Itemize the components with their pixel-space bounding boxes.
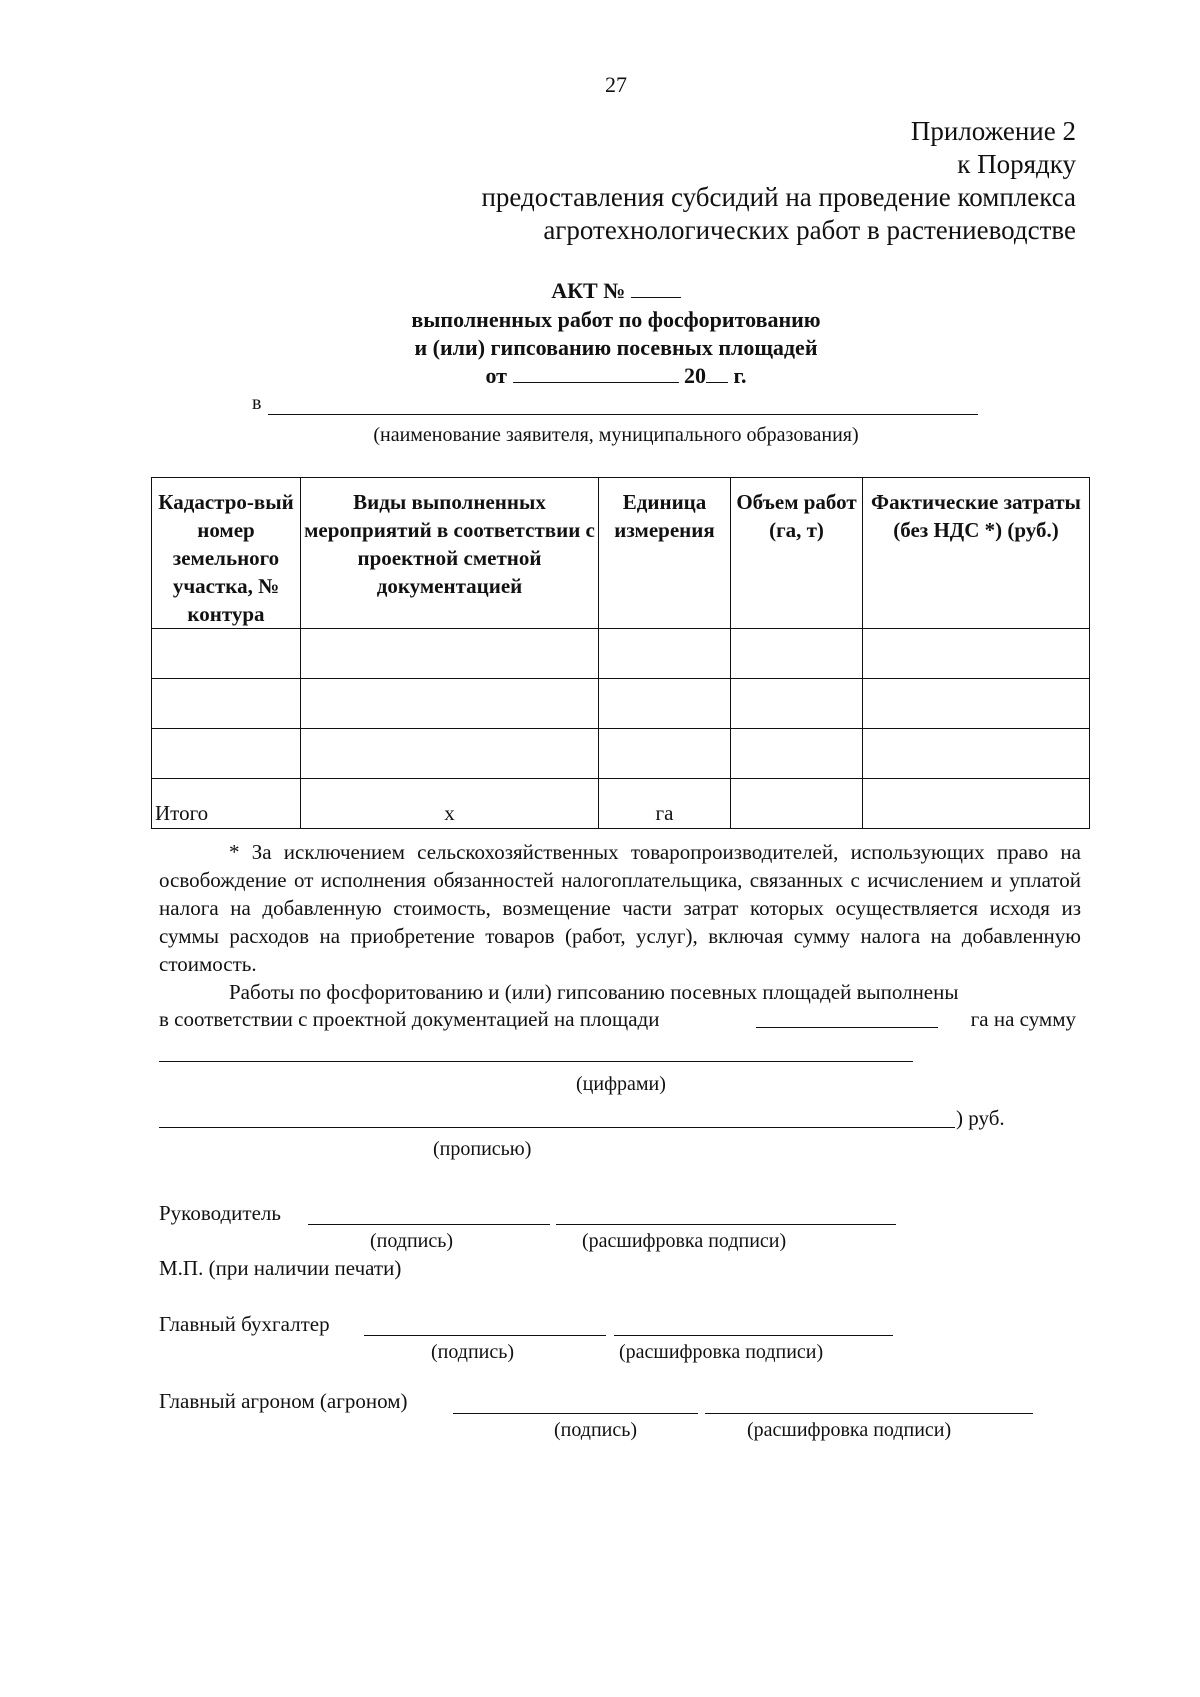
table-cell bbox=[863, 729, 1090, 779]
head-signature-line bbox=[308, 1224, 550, 1225]
act-date-blank bbox=[513, 364, 679, 383]
act-subtitle-1: выполненных работ по фосфоритованию bbox=[411, 307, 821, 332]
amount-words-line bbox=[159, 1127, 955, 1128]
accountant-signature-line bbox=[364, 1335, 606, 1336]
act-year-blank bbox=[706, 364, 728, 383]
applicant-prefix: в bbox=[252, 392, 262, 414]
accountant-decode-line bbox=[614, 1335, 893, 1336]
accountant-signature-caption: (подпись) bbox=[431, 1341, 515, 1363]
header-work-types: Виды выполненных мероприятий в соответствии с проектной сметной документацией bbox=[301, 478, 599, 629]
table-cell bbox=[731, 729, 863, 779]
head-decode-line bbox=[556, 1224, 896, 1225]
stamp-label: М.П. (при наличии печати) bbox=[159, 1256, 402, 1280]
footnote-text: * За исключением сельскохозяйственных товаропроизводителей, использующих право на освобождение от исполнения обязанностей налогоплательщика, связанных с исчислением и уплатой налога на добавленную стоимость, возмещение части затрат которых осуществляется исходя из суммы расходов на приобретение товаров (работ, услуг), включая сумму налога на добавленную стоимость. bbox=[159, 840, 1081, 976]
table-cell bbox=[599, 629, 731, 679]
total-row bbox=[152, 779, 1090, 829]
table-row bbox=[152, 679, 1090, 729]
agronomist-label: Главный агроном (агроном) bbox=[159, 1389, 408, 1413]
agronomist-decode-line bbox=[705, 1413, 1033, 1414]
table-cell bbox=[599, 729, 731, 779]
table-cell bbox=[301, 679, 599, 729]
act-number-blank bbox=[631, 279, 681, 298]
applicant-blank-line bbox=[268, 414, 978, 415]
table-cell bbox=[731, 629, 863, 679]
words-caption: (прописью) bbox=[433, 1138, 532, 1160]
total-volume bbox=[731, 779, 863, 829]
amount-digits-line bbox=[159, 1061, 913, 1062]
appendix-line-1: Приложение 2 bbox=[910, 116, 1076, 146]
page-number: 27 bbox=[605, 72, 627, 97]
header-volume: Объем работ (га, т) bbox=[731, 478, 863, 629]
act-date-prefix: от bbox=[485, 363, 507, 388]
table-header-row bbox=[152, 478, 1090, 629]
agronomist-decode-caption: (расшифровка подписи) bbox=[747, 1419, 952, 1441]
table-cell bbox=[599, 679, 731, 729]
applicant-caption: (наименование заявителя, муниципального образования) bbox=[373, 424, 859, 446]
works-paragraph bbox=[159, 978, 1081, 1006]
table-cell bbox=[863, 629, 1090, 679]
act-subtitle-2: и (или) гипсованию посевных площадей bbox=[414, 335, 818, 360]
rub-suffix: ) руб. bbox=[956, 1106, 1005, 1130]
total-work-types: х bbox=[301, 779, 599, 829]
total-costs bbox=[863, 779, 1090, 829]
appendix-line-4: агротехнологических работ в растениеводстве bbox=[543, 215, 1076, 245]
act-date bbox=[0, 362, 1200, 389]
works-table bbox=[151, 477, 1090, 829]
header-cadastral-number: Кадастро-вый номер земельного участка, № контура bbox=[152, 478, 301, 629]
table-cell bbox=[863, 679, 1090, 729]
table-row bbox=[152, 729, 1090, 779]
table-cell bbox=[301, 729, 599, 779]
appendix-line-3: предоставления субсидий на проведение комплекса bbox=[481, 182, 1076, 212]
digits-caption: (цифрами) bbox=[576, 1073, 666, 1095]
works-line-1: Работы по фосфоритованию и (или) гипсованию посевных площадей выполнены bbox=[229, 980, 959, 1004]
head-signature-caption: (подпись) bbox=[370, 1230, 454, 1252]
act-title bbox=[0, 277, 1200, 304]
appendix-line-2: к Порядку bbox=[957, 149, 1076, 179]
table-cell bbox=[152, 729, 301, 779]
agronomist-signature-line bbox=[453, 1413, 698, 1414]
act-date-suffix: г. bbox=[733, 363, 747, 388]
table-cell bbox=[152, 679, 301, 729]
works-line-2-end: га на сумму bbox=[970, 1007, 1076, 1031]
table-cell bbox=[301, 629, 599, 679]
accountant-label: Главный бухгалтер bbox=[159, 1312, 330, 1336]
header-actual-costs: Фактические затраты (без НДС *) (руб.) bbox=[863, 478, 1090, 629]
table-cell bbox=[152, 629, 301, 679]
area-blank-line bbox=[756, 1027, 938, 1028]
header-unit: Единица измерения bbox=[599, 478, 731, 629]
accountant-decode-caption: (расшифровка подписи) bbox=[619, 1341, 824, 1363]
works-line-2-start: в соответствии с проектной документацией на площади bbox=[159, 1007, 660, 1031]
table-cell bbox=[731, 679, 863, 729]
total-label: Итого bbox=[152, 779, 301, 829]
agronomist-signature-caption: (подпись) bbox=[554, 1419, 638, 1441]
head-decode-caption: (расшифровка подписи) bbox=[582, 1230, 787, 1252]
footnote bbox=[159, 838, 1081, 978]
table-row bbox=[152, 629, 1090, 679]
act-date-year: 20 bbox=[684, 363, 706, 388]
act-title-text: АКТ № bbox=[551, 278, 626, 303]
head-label: Руководитель bbox=[159, 1201, 281, 1225]
total-unit: га bbox=[599, 779, 731, 829]
